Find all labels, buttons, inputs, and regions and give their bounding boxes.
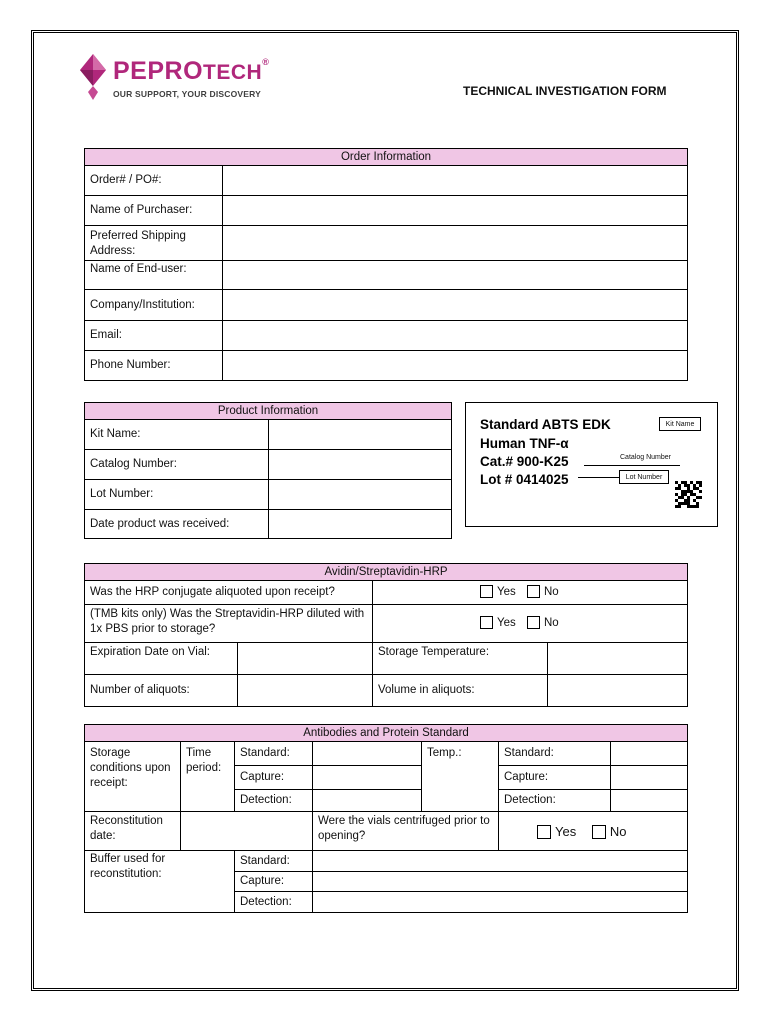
time-detection-label: Detection: [235,790,313,812]
qr-code-icon [675,481,702,508]
catalog-number-field[interactable] [269,450,452,480]
temp-capture-label: Capture: [499,766,611,790]
buffer-capture-label: Capture: [235,872,313,892]
tmb-diluted-options [373,605,688,643]
time-capture-label: Capture: [235,766,313,790]
tmb-diluted-no-checkbox[interactable] [527,616,540,629]
volume-aliquots-label: Volume in aliquots: [373,675,548,707]
temp-capture-field[interactable] [611,766,688,790]
catalog-number-label: Catalog Number: [85,450,269,480]
purchaser-name-label: Name of Purchaser: [85,196,223,226]
centrifuged-options [499,812,688,851]
yes-label: Yes [497,616,516,629]
centrifuged-question: Were the vials centrifuged prior to opening? [313,812,499,851]
time-capture-field[interactable] [313,766,422,790]
temp-label: Temp.: [422,742,499,812]
centrifuged-no-checkbox[interactable] [592,825,606,839]
avidin-streptavidin-table [84,563,688,707]
temp-detection-label: Detection: [499,790,611,812]
no-label: No [609,823,627,839]
time-period-label: Time period: [181,742,235,812]
label-kit-name: Standard ABTS EDK [480,417,611,432]
order-information-table [84,148,688,381]
kit-name-field[interactable] [269,420,452,450]
label-catalog: Cat.# 900-K25 [480,454,569,469]
brand-tagline: OUR SUPPORT, YOUR DISCOVERY [113,89,262,99]
product-information-table [84,402,452,539]
phone-field[interactable] [223,351,688,381]
callout-kit-name: Kit Name [659,417,701,431]
storage-conditions-label: Storage conditions upon receipt: [85,742,181,812]
number-of-aliquots-label: Number of aliquots: [85,675,238,707]
temp-standard-label: Standard: [499,742,611,766]
phone-label: Phone Number: [85,351,223,381]
buffer-standard-field[interactable] [313,851,688,872]
tmb-diluted-question: (TMB kits only) Was the Streptavidin-HRP diluted with 1x PBS prior to storage? [85,605,373,643]
sample-product-label [465,402,718,527]
callout-catalog-line [584,465,680,466]
order-information-header: Order Information [85,149,688,166]
storage-temperature-field[interactable] [548,643,688,675]
buffer-capture-field[interactable] [313,872,688,892]
date-received-label: Date product was received: [85,510,269,539]
buffer-detection-label: Detection: [235,892,313,913]
brand-wordmark: PEPROTECH® [113,57,270,85]
temp-standard-field[interactable] [611,742,688,766]
volume-aliquots-field[interactable] [548,675,688,707]
time-standard-label: Standard: [235,742,313,766]
product-information-header: Product Information [85,403,452,420]
shipping-address-label: Preferred Shipping Address: [85,226,223,261]
lot-number-label: Lot Number: [85,480,269,510]
buffer-label: Buffer used for reconstitution: [85,851,235,913]
company-field[interactable] [223,290,688,321]
callout-catalog-number: Catalog Number [620,454,671,461]
yes-label: Yes [555,823,577,839]
end-user-field[interactable] [223,261,688,290]
date-received-field[interactable] [269,510,452,539]
expiration-date-field[interactable] [238,643,373,675]
reconstitution-date-label: Reconstitution date: [85,812,181,851]
lot-number-field[interactable] [269,480,452,510]
end-user-label: Name of End-user: [85,261,223,290]
number-of-aliquots-field[interactable] [238,675,373,707]
buffer-standard-label: Standard: [235,851,313,872]
order-po-field[interactable] [223,166,688,196]
centrifuged-yes-checkbox[interactable] [537,825,551,839]
order-po-label: Order# / PO#: [85,166,223,196]
hrp-aliquoted-question: Was the HRP conjugate aliquoted upon receipt? [85,581,373,605]
label-lot: Lot # 0414025 [480,472,569,487]
label-target: Human TNF-α [480,436,569,451]
antibodies-header: Antibodies and Protein Standard [85,725,688,742]
hrp-aliquoted-yes-checkbox[interactable] [480,585,493,598]
antibodies-standard-table [84,724,688,913]
buffer-detection-field[interactable] [313,892,688,913]
time-standard-field[interactable] [313,742,422,766]
hrp-aliquoted-options [373,581,688,605]
time-detection-field[interactable] [313,790,422,812]
no-label: No [543,616,559,629]
yes-label: Yes [497,585,516,598]
shipping-address-field[interactable] [223,226,688,261]
no-label: No [543,585,559,598]
form-title: TECHNICAL INVESTIGATION FORM [463,84,667,98]
hrp-aliquoted-no-checkbox[interactable] [527,585,540,598]
peprotech-logo-icon [80,54,106,100]
purchaser-name-field[interactable] [223,196,688,226]
expiration-date-label: Expiration Date on Vial: [85,643,238,675]
storage-temperature-label: Storage Temperature: [373,643,548,675]
reconstitution-date-field[interactable] [181,812,313,851]
email-field[interactable] [223,321,688,351]
email-label: Email: [85,321,223,351]
callout-lot-line [578,477,619,478]
kit-name-label: Kit Name: [85,420,269,450]
avidin-header: Avidin/Streptavidin-HRP [85,564,688,581]
callout-lot-number: Lot Number [619,470,669,484]
temp-detection-field[interactable] [611,790,688,812]
company-label: Company/Institution: [85,290,223,321]
tmb-diluted-yes-checkbox[interactable] [480,616,493,629]
